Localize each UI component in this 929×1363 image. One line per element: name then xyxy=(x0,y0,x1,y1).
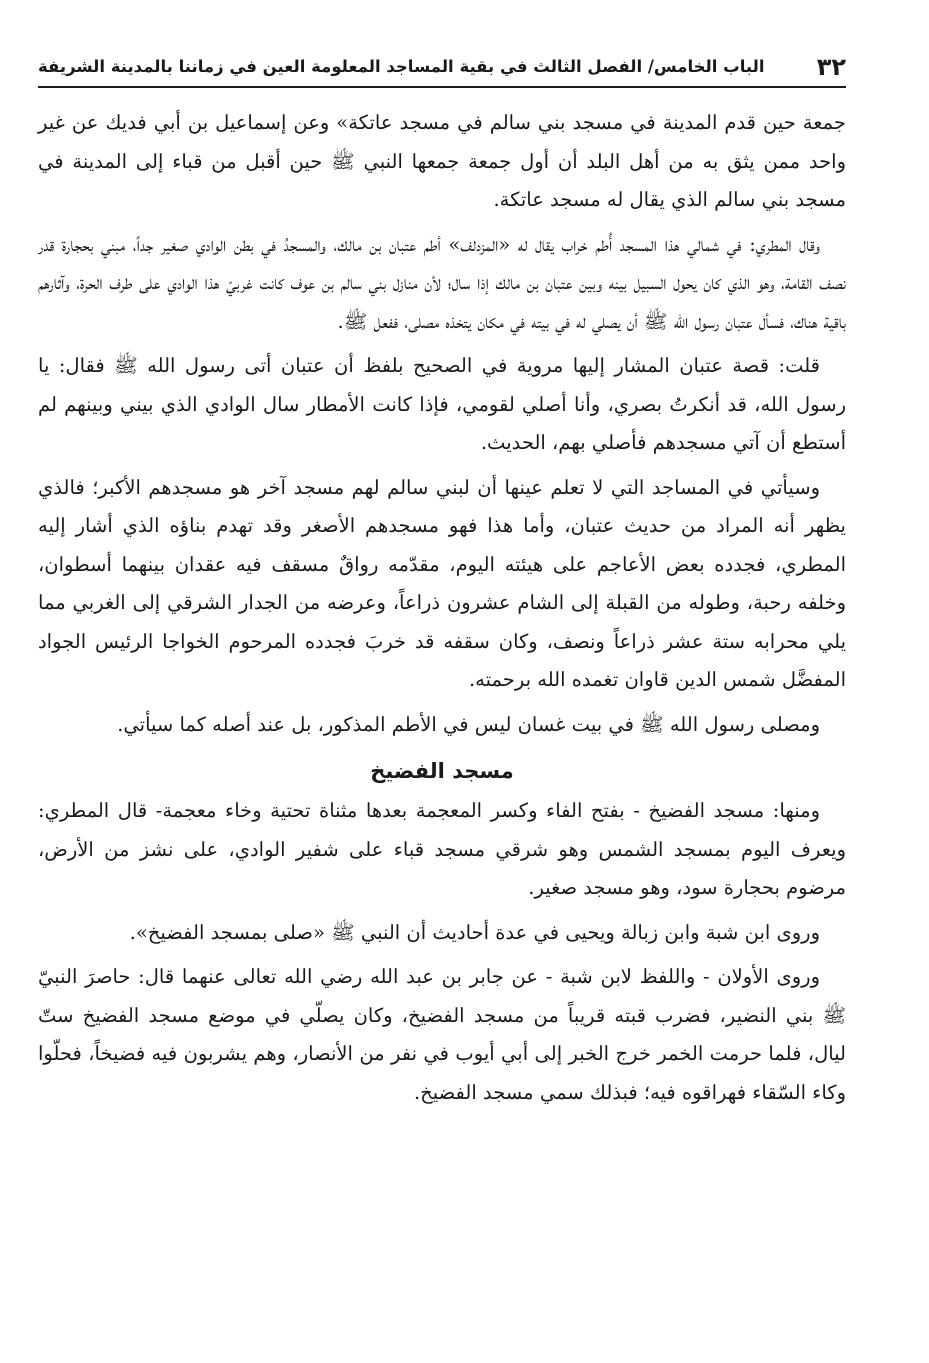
paragraph: قلت: قصة عتبان المشار إليها مروية في الصحيح بلفظ أن عتبان أتى رسول الله ﷺ فقال: يا رسول الله، قد أنكرتُ بصري، وأنا أصلي لقومي، فإذا كانت الأمطار سال الوادي الذي بيني وبينهم لم أستطع أن آتي مسجدهم فأصلي بهم، الحديث. xyxy=(38,354,846,454)
paragraph: ومنها: مسجد الفضيخ - بفتح الفاء وكسر المعجمة بعدها مثناة تحتية وخاء معجمة- قال المطري: ويعرف اليوم بمسجد الشمس وهو شرقي مسجد قباء على شفير الوادي، على نشز من الأرض، مرضوم بحجارة سود، وهو مسجد صغير. xyxy=(38,799,846,899)
paragraph: ومصلى رسول الله ﷺ في بيت غسان ليس في الأطم المذكور، بل عند أصله كما سيأتي. xyxy=(117,712,820,736)
section-heading: مسجد الفضيخ xyxy=(370,759,514,783)
paragraph: وروى الأولان - واللفظ لابن شبة - عن جابر بن عبد الله رضي الله تعالى عنهما قال: حاصرَ النبيّ ﷺ بني النضير، فضرب قبته قريباً من مسجد الفضيخ، وكان يصلّي في موضع مسجد الفضيخ ستّ ليال، فلما حرمت الخمر خرج الخبر إلى أبي أيوب في نفر من الأنصار، وهم يشربون فيه فضيخاً، فحلّوا وكاء السّقاء فهراقوه فيه؛ فبذلك سمي مسجد الفضيخ. xyxy=(38,965,846,1104)
paragraph: وروى ابن شبة وابن زبالة ويحيى في عدة أحاديث أن النبي ﷺ «صلى بمسجد الفضيخ». xyxy=(129,920,820,944)
running-title: الباب الخامس/ الفصل الثالث في بقية المساجد المعلومة العين في زماننا بالمدينة الشريفة xyxy=(38,57,765,76)
page-header xyxy=(38,48,846,88)
paragraph: جمعة حين قدم المدينة في مسجد بني سالم في مسجد عاتكة» وعن إسماعيل بن أبي فديك عن غير واحد ممن يثق به من أهل البلد أن أول جمعة جمعها النبي ﷺ حين أقبل من قباء إلى المدينة في مسجد بني سالم الذي يقال له مسجد عاتكة. xyxy=(38,111,846,211)
paragraph: وسيأتي في المساجد التي لا تعلم عينها أن لبني سالم لهم مسجد آخر هو مسجدهم الأكبر؛ فالذي يظهر أنه المراد من حديث عتبان، وأما هذا فهو مسجدهم الأصغر وقد تهدم بناؤه الذي أشار إليه المطري، فجدده بعض الأعاجم على هيئته اليوم، مقدّمه رواقٌ مسقف فيه عقدان بينهما أسطوان، وخلفه رحبة، وطوله من القبلة إلى الشام عشرون ذراعاً، وعرضه من الجدار الشرقي إلى الغربي مما يلي محرابه ستة عشر ذراعاً ونصف، وكان سقفه قد خربَ فجدده المرحوم الخواجا الرئيس الجواد المفضَّل شمس الدين قاوان تغمده الله برحمته. xyxy=(38,475,846,691)
body-text xyxy=(38,104,846,1112)
paragraph: وقال المطري: في شمالي هذا المسجد أُطم خراب يقال له «المزدلف» أطم عتبان بن مالك، والمسجدُ في بطن الوادي صغير جداً، مبني بحجارة قدر نصف القامة، وهو الذي كان يحول السبيل بينه وبين عتبان بن مالك إذا سال؛ لأن منازل بني سالم بن عوف كانت غربيّ هذا الوادي على طرف الحرة، وآثارهم باقية هناك، فسأل عتبان رسول الله ﷺ أن يصلي له في بيته في مكان يتخذه مصلى، ففعل ﷺ. xyxy=(38,232,846,333)
page-number: ٣٢ xyxy=(816,53,846,81)
book-page xyxy=(38,48,846,1328)
